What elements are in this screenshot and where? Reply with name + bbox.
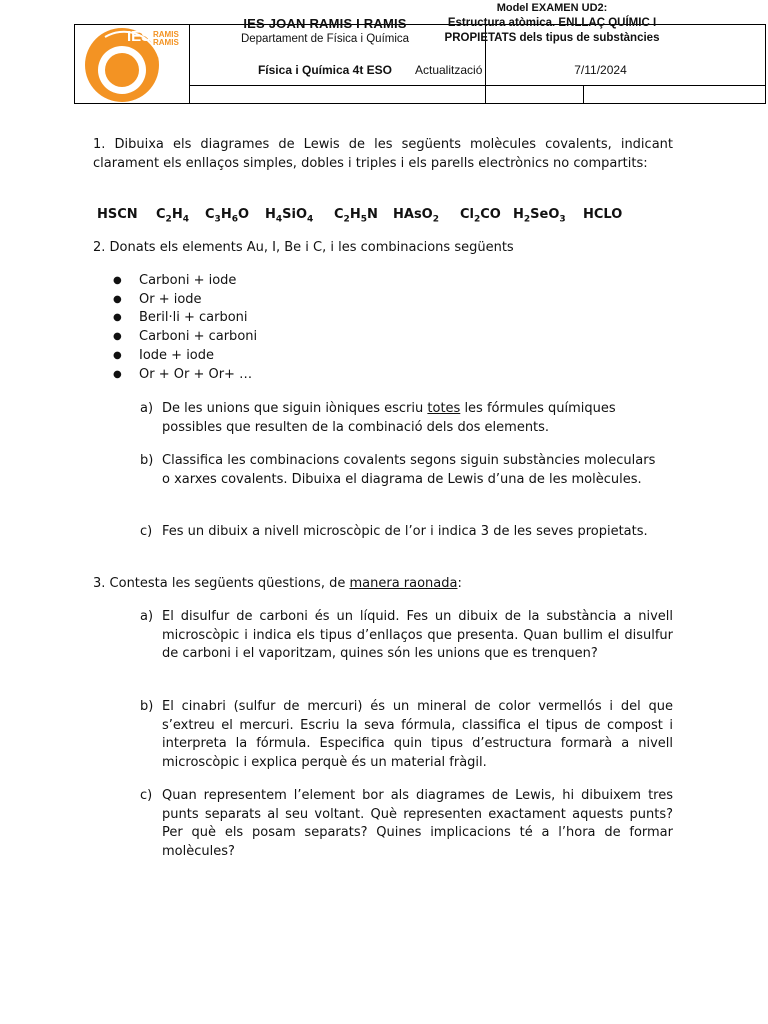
- question-3b: b) El cinabri (sulfur de mercuri) és un mineral de color vermellós i del que s’extreu el mercuri. Escriu la seva fórmula, classifica el tipus de compost i interpreta la fórmula. Especifica quin tipus d’estructura formarà a nivell microscòpic i explica perquè és un material fràgil.: [140, 699, 673, 770]
- question-3a: a) El disulfur de carboni és un líquid. Fes un dibuix de la substància a nivell microscòpic i indica els tipus d’enllaços que presenta. Quan bullim el disulfur de carboni i el vaporitzam, quines són les unions que es trenquen?: [140, 609, 673, 661]
- svg-text:RAMIS: RAMIS: [153, 38, 179, 47]
- question-3-text: 3. Contesta les següents qüestions, de manera raonada:: [93, 576, 462, 591]
- exam-title-block: [412, 1, 692, 46]
- formula-item: $C_2H_4$: [156, 207, 189, 225]
- list-item: ● Or + iode: [104, 291, 257, 310]
- list-item: ● Iode + iode: [104, 347, 257, 366]
- list-item: ● Carboni + iode: [104, 272, 257, 291]
- formula-item: $H_2SeO_3$: [513, 207, 566, 225]
- item-label: b): [140, 453, 154, 468]
- update-label: Actualització: [415, 63, 483, 77]
- formula-item: HAsO$_2$: [393, 207, 439, 225]
- header-divider: [583, 85, 584, 103]
- formula-item: $C_3H_6O$: [205, 207, 250, 225]
- exam-title-line1: Estructura atòmica. ENLLAÇ QUÍMIC I: [447, 17, 657, 29]
- exam-model: Model EXAMEN UD2:: [496, 2, 608, 14]
- school-name: IES JOAN RAMIS I RAMIS: [243, 16, 407, 31]
- svg-text:RAMIS: RAMIS: [153, 30, 179, 39]
- question-2-text: 2. Donats els elements Au, I, Be i C, i les combinacions següents: [93, 240, 514, 255]
- formula-item: $Cl_2CO$: [460, 207, 501, 225]
- question-2c: c) Fes un dibuix a nivell microscòpic de l’or i indica 3 de les seves propietats.: [140, 523, 660, 542]
- question-3c: c) Quan representem l’element bor als diagrames de Lewis, hi dibuixem tres punts separats al seu voltant. Què representen exactament aquests punts? Per què els posam separats? Quines implicacions té a l’hora de formar molècules?: [140, 788, 673, 859]
- underlined-phrase: manera raonada: [349, 576, 458, 591]
- underlined-word: totes: [427, 401, 461, 416]
- department-name: Departament de Física i Química: [240, 33, 410, 45]
- question-1-text: 1. Dibuixa els diagrames de Lewis de les següents molècules covalents, indicant clarament els enllaços simples, dobles i triples i els parells electrònics no compartits:: [93, 137, 673, 171]
- subject-name: Física i Química 4t ESO: [257, 63, 393, 77]
- item-label: b): [140, 699, 154, 714]
- item-label: a): [140, 609, 154, 624]
- item-label: c): [140, 788, 153, 803]
- header-divider: [189, 85, 765, 86]
- exam-title-line2: PROPIETATS dels tipus de substàncies: [444, 32, 660, 44]
- list-item: ● Or + Or + Or+ …: [104, 366, 257, 385]
- formula-item: $H_4SiO_4$: [265, 207, 314, 225]
- list-item: ● Carboni + carboni: [104, 328, 257, 347]
- item-label: c): [140, 524, 153, 539]
- formula-item: HSCN: [97, 207, 138, 222]
- question-2b: b) Classifica les combinacions covalents segons siguin substàncies moleculars o xarxes covalents. Dibuixa el diagrama de Lewis d’una de les molècules.: [140, 453, 656, 487]
- svg-text:IES: IES: [127, 28, 152, 45]
- update-date: 7/11/2024: [574, 63, 627, 77]
- formula-item: $C_2H_5N$: [334, 207, 378, 225]
- question-2a: a) De les unions que siguin iòniques escriu totes les fórmules químiques possibles que resulten de la combinació dels dos elements.: [140, 401, 616, 435]
- combination-list: [104, 272, 257, 384]
- list-item: ● Beril·li + carboni: [104, 309, 257, 328]
- item-label: a): [140, 401, 154, 416]
- formula-item: HCLO: [583, 207, 623, 222]
